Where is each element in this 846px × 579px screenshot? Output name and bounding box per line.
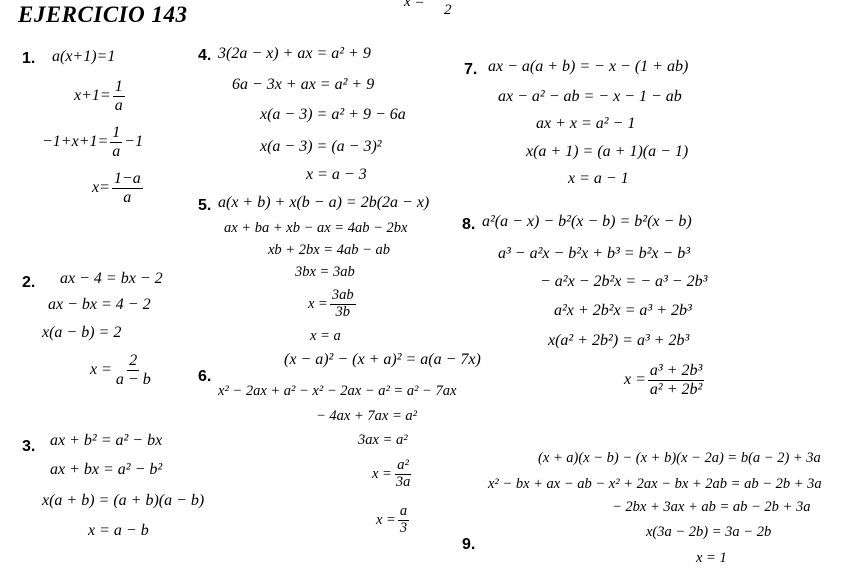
equation-line: 3(2a − x) + ax = a² + 9 bbox=[218, 45, 371, 62]
equation-line: x = $\frac{\text{a²}}{3a}$ bbox=[372, 457, 411, 490]
exercise-number: 2. bbox=[22, 274, 36, 291]
equation-line: a²(a − x) − b²(x − b) = b²(x − b) bbox=[482, 213, 692, 230]
equation-line: x(a − b) = 2 bbox=[42, 324, 122, 341]
equation-line: x = $\frac{\text{a³ + 2b³}}{\text{a² + 2b²}}$ bbox=[624, 362, 703, 398]
equation-line: x = a − 1 bbox=[568, 170, 629, 187]
equation-line: 6a − 3x + ax = a² + 9 bbox=[232, 76, 375, 93]
equation-line: x = a − b bbox=[88, 522, 149, 539]
equation-line: x = $\frac{2}{a - b}$ bbox=[90, 352, 151, 388]
equation-line: −1+x+1= $\frac{1}{a}$ −1 bbox=[42, 124, 144, 160]
equation-line: ax − 4 = bx − 2 bbox=[60, 270, 163, 287]
equation-line: ax + b² = a² − bx bbox=[50, 432, 163, 449]
equation-line: − 2bx + 3ax + ab = ab − 2b + 3a bbox=[612, 499, 811, 515]
equation-line: x= $\frac{1-a}{a}$ bbox=[92, 170, 141, 206]
equation-line: (x + a)(x − b) − (x + b)(x − 2a) = b(a − 2) + 3a bbox=[538, 450, 821, 466]
exercise-number: 9. bbox=[462, 536, 476, 553]
equation-line: ax − a(a + b) = − x − (1 + ab) bbox=[488, 58, 689, 75]
equation-line: x(a − 3) = (a − 3)² bbox=[260, 138, 382, 155]
equation-line: − a²x − 2b²x = − a³ − 2b³ bbox=[540, 273, 708, 290]
equation-line: x+1= $\frac{1}{a}$ bbox=[74, 78, 123, 114]
equation-line: a(x + b) + x(b − a) = 2b(2a − x) bbox=[218, 194, 430, 211]
equation-line: x(a + b) = (a + b)(a − b) bbox=[42, 492, 205, 509]
exercise-number: 6. bbox=[198, 368, 212, 385]
top-fragment-x: x = bbox=[404, 0, 425, 10]
exercise-number: 8. bbox=[462, 216, 476, 233]
equation-line: x = a − 3 bbox=[306, 166, 367, 183]
equation-line: ax + bx = a² − b² bbox=[50, 461, 163, 478]
equation-line: 3ax = a² bbox=[358, 432, 408, 448]
equation-line: a(x+1)=1 bbox=[52, 48, 116, 65]
equation-line: x² − bx + ax − ab − x² + 2ax − bx + 2ab = ab − 2b + 3a bbox=[488, 476, 822, 492]
equation-line: x(a² + 2b²) = a³ + 2b³ bbox=[548, 332, 690, 349]
exercise-number: 1. bbox=[22, 50, 36, 67]
equation-line: x(a − 3) = a² + 9 − 6a bbox=[260, 106, 406, 123]
equation-line: x² − 2ax + a² − x² − 2ax − a² = a² − 7ax bbox=[218, 383, 457, 399]
exercise-number: 7. bbox=[464, 61, 478, 78]
equation-line: a²x + 2b²x = a³ + 2b³ bbox=[554, 302, 692, 319]
exercise-number: 4. bbox=[198, 47, 212, 64]
equation-line: x = $\frac{a}{3}$ bbox=[376, 503, 408, 536]
exercise-number: 3. bbox=[22, 438, 36, 455]
equation-line: 3bx = 3ab bbox=[295, 264, 355, 280]
equation-line: − 4ax + 7ax = a² bbox=[316, 408, 417, 424]
equation-line: ax + ba + xb − ax = 4ab − 2bx bbox=[224, 220, 408, 236]
equation-line: ax + x = a² − 1 bbox=[536, 115, 636, 132]
equation-line: x = a bbox=[310, 328, 341, 344]
equation-line: x = $\frac{3ab}{3b}$ bbox=[308, 287, 354, 320]
equation-line: ax − bx = 4 − 2 bbox=[48, 296, 151, 313]
equation-line: x(3a − 2b) = 3a − 2b bbox=[646, 524, 772, 540]
equation-line: a³ − a²x − b²x + b³ = b²x − b³ bbox=[498, 245, 691, 262]
equation-line: xb + 2bx = 4ab − ab bbox=[268, 242, 390, 258]
exercise-number: 5. bbox=[198, 197, 212, 214]
equation-line: x = 1 bbox=[696, 550, 727, 566]
top-fragment-two: 2 bbox=[444, 2, 452, 18]
page-title: EJERCICIO 143 bbox=[18, 2, 188, 27]
equation-line: ax − a² − ab = − x − 1 − ab bbox=[498, 88, 682, 105]
equation-line: (x − a)² − (x + a)² = a(a − 7x) bbox=[284, 351, 481, 368]
equation-line: x(a + 1) = (a + 1)(a − 1) bbox=[526, 143, 689, 160]
